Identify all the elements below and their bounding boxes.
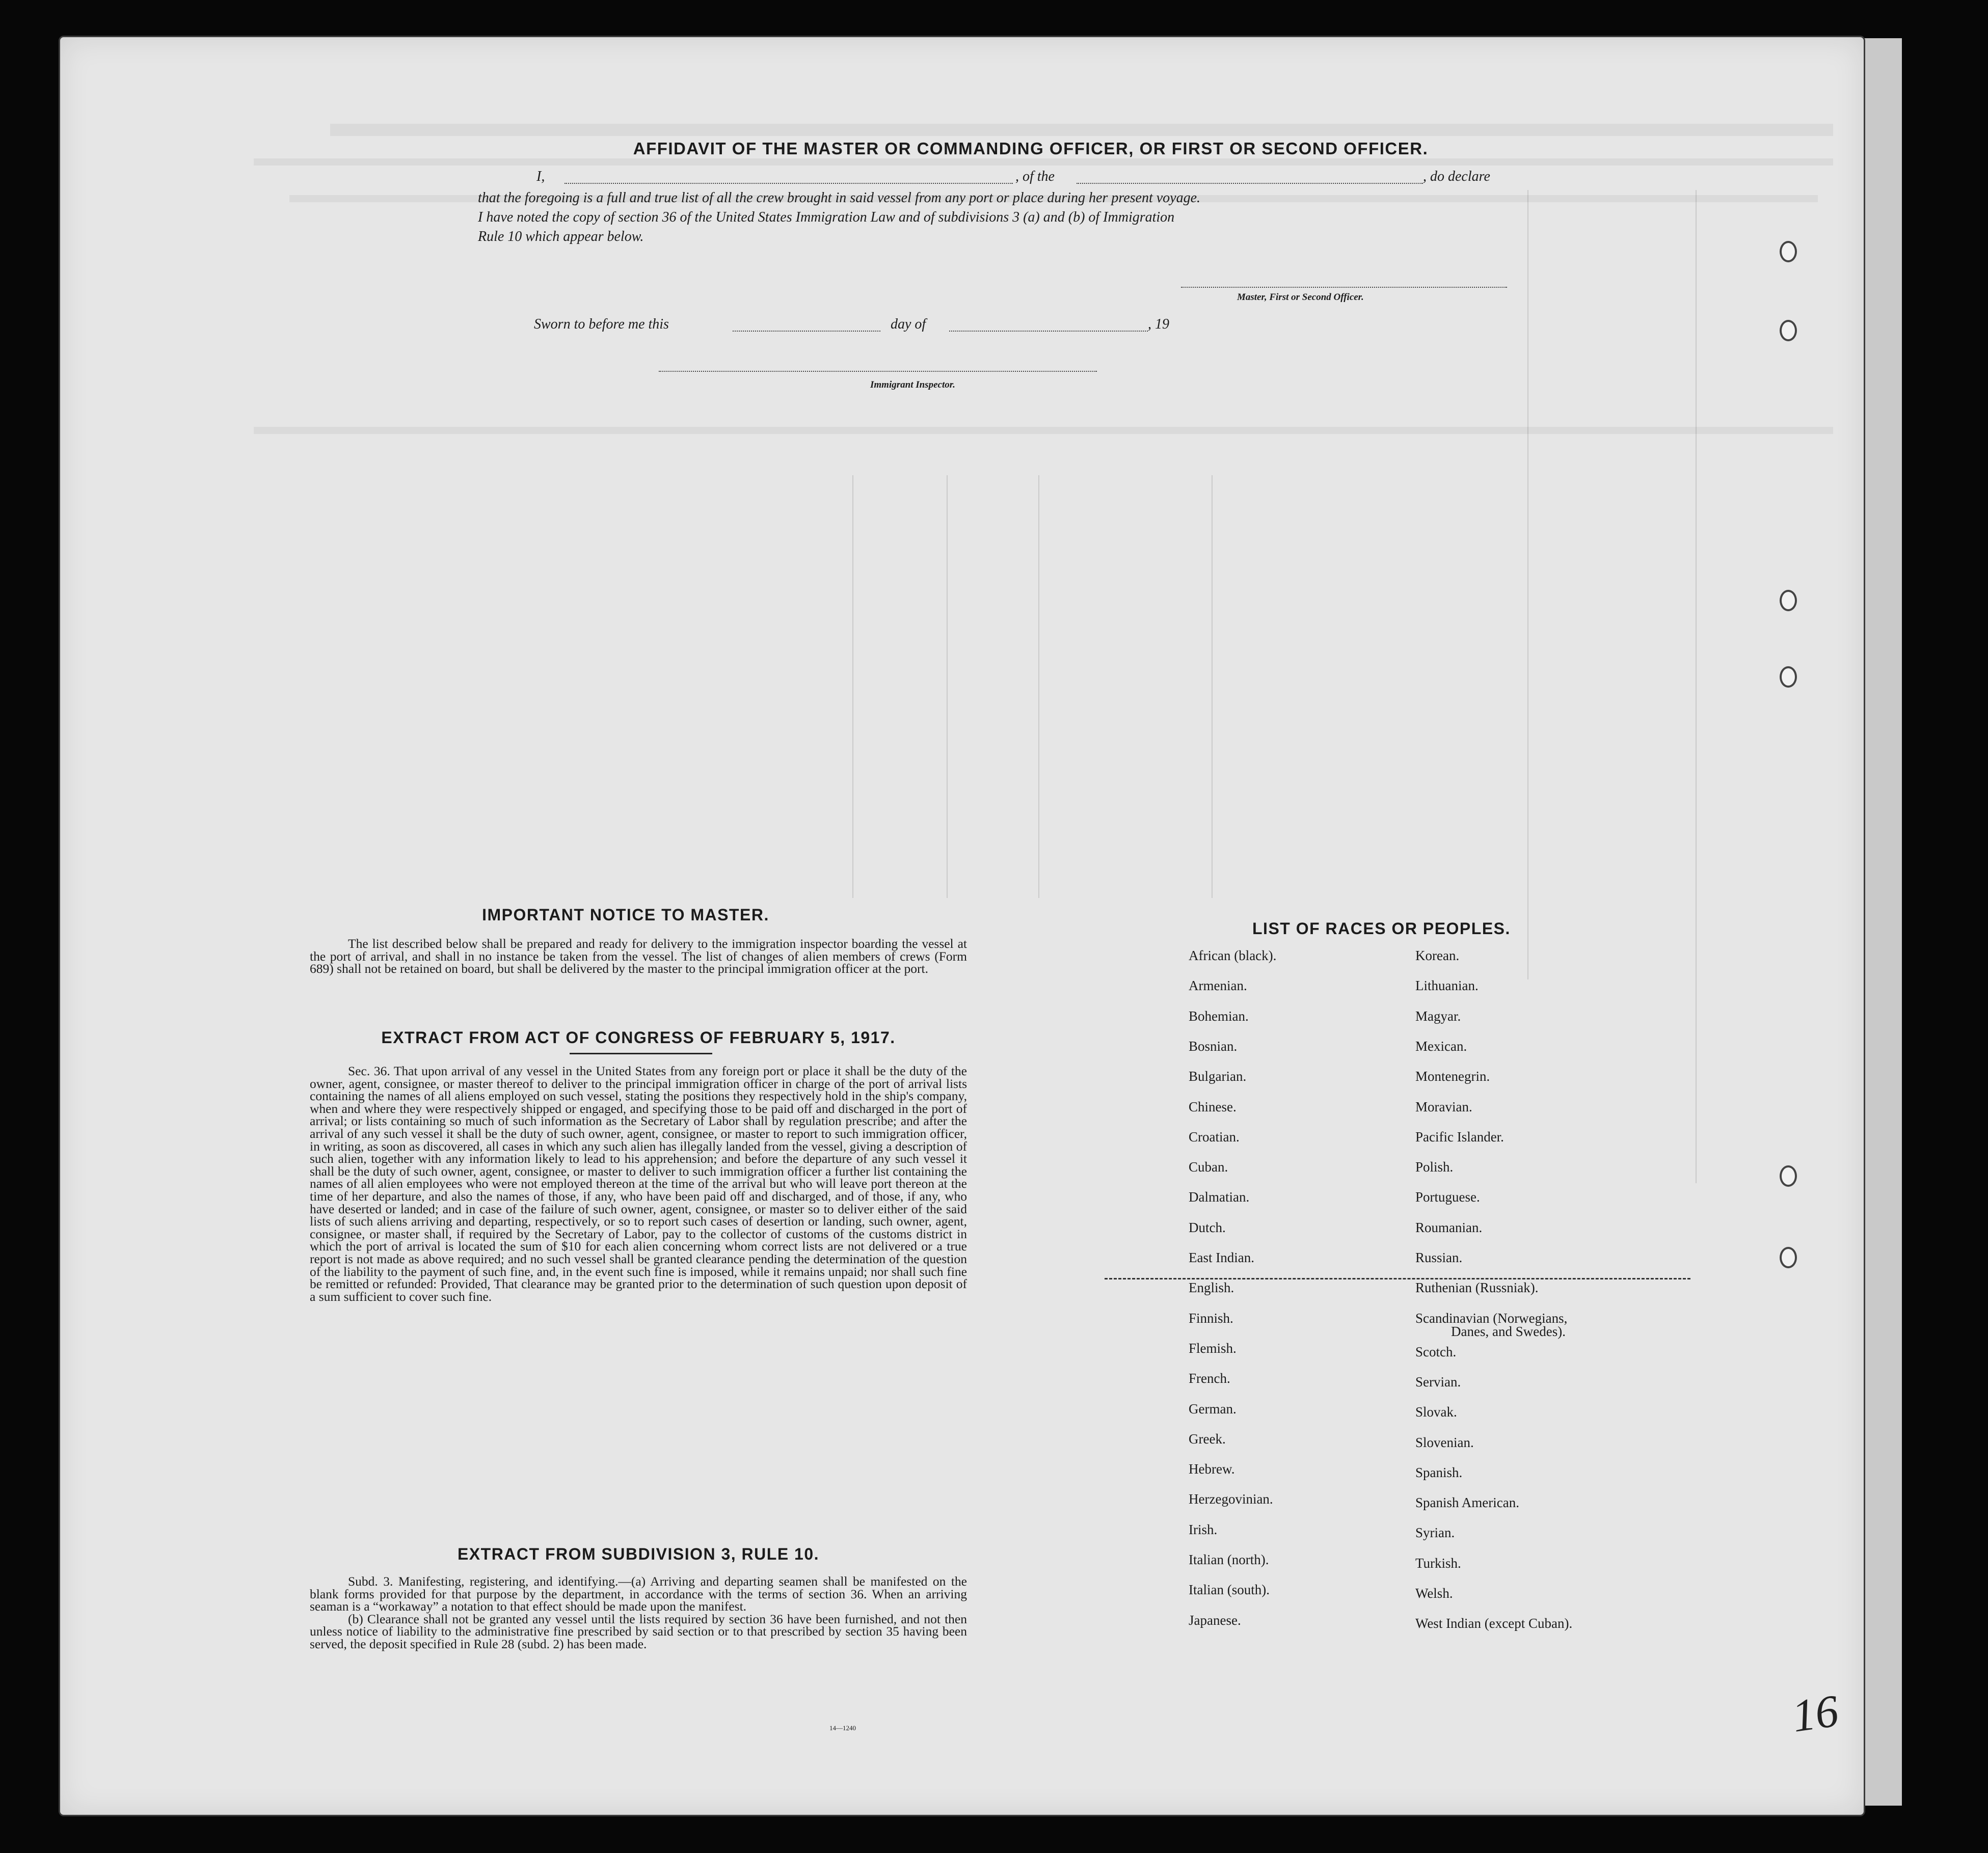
race-item: Portuguese. (1415, 1189, 1480, 1205)
form-number: 14—1240 (829, 1724, 856, 1732)
master-signature-line (1181, 287, 1507, 288)
race-item: Slovenian. (1415, 1434, 1474, 1450)
punch-hole (1780, 320, 1797, 341)
race-item: Ruthenian (Russniak). (1415, 1280, 1539, 1296)
race-item: Chinese. (1189, 1099, 1237, 1114)
race-item: German. (1189, 1401, 1237, 1416)
race-item: Bohemian. (1189, 1008, 1249, 1024)
bleed-through-column (1038, 475, 1039, 898)
punch-hole (1780, 241, 1797, 262)
race-item: Welsh. (1415, 1586, 1453, 1601)
race-item: East Indian. (1189, 1250, 1254, 1265)
race-item: French. (1189, 1371, 1230, 1386)
race-item: Pacific Islander. (1415, 1129, 1504, 1144)
year-text: , 19 (1148, 316, 1169, 332)
bleed-through-line (254, 427, 1833, 434)
race-item: Finnish. (1189, 1310, 1233, 1326)
race-item: Hebrew. (1189, 1461, 1235, 1477)
rule-title: EXTRACT FROM SUBDIVISION 3, RULE 10. (457, 1545, 820, 1563)
race-item: Irish. (1189, 1521, 1218, 1537)
race-item: Scandinavian (Norwegians, (1415, 1310, 1568, 1326)
inspector-signature-line (659, 371, 1097, 372)
race-item: Mexican. (1415, 1038, 1467, 1054)
rule-body (310, 1575, 967, 1651)
race-item: Scotch. (1415, 1344, 1457, 1359)
bleed-through-column (1696, 190, 1697, 1183)
punch-hole (1780, 1165, 1797, 1187)
race-item: Bulgarian. (1189, 1069, 1247, 1084)
manifest-sheet (59, 36, 1865, 1816)
race-item: Lithuanian. (1415, 978, 1479, 994)
sworn-text: Sworn to before me this (534, 316, 669, 332)
race-item: Danes, and Swedes). (1451, 1323, 1566, 1339)
subdivision-b-paragraph: (b) Clearance shall not be granted any vessel until the lists required by section 36 have been furnished, and not then unless notice of liability to the administrative fine prescribed by said section or to that prescribed by section 35 having been served, the deposit specified in Rule 28 (subd. 2) has been made. (310, 1611, 967, 1651)
day-blank-line (733, 331, 880, 332)
affidavit-line-2: that the foregoing is a full and true list of all the crew brought in said vessel from any port or place during her present voyage. (478, 190, 1201, 206)
race-item: Roumanian. (1415, 1219, 1483, 1235)
affidavit-title: AFFIDAVIT OF THE MASTER OR COMMANDING OFFICER, OR FIRST OR SECOND OFFICER. (633, 139, 1429, 158)
race-item: Italian (south). (1189, 1582, 1270, 1598)
affidavit-i: I, (536, 169, 545, 184)
race-item: Turkish. (1415, 1555, 1461, 1571)
race-item: Cuban. (1189, 1159, 1228, 1175)
race-item: Korean. (1415, 948, 1460, 963)
affidavit-do-declare: , do declare (1423, 169, 1490, 184)
race-item: Russian. (1415, 1250, 1463, 1265)
bleed-through-line (254, 158, 1833, 166)
inspector-label: Immigrant Inspector. (870, 379, 955, 390)
race-item: English. (1189, 1280, 1234, 1296)
race-item: Herzegovinian. (1189, 1491, 1273, 1507)
act-body (310, 1065, 967, 1303)
vessel-blank-line (1077, 183, 1423, 184)
section-36-paragraph: Sec. 36. That upon arrival of any vessel in the United States from any foreign port or place it shall be the duty of the owner, agent, consignee, or master thereof to deliver to the principal immigration officer in charge of the port of arrival lists containing the names of all aliens employed on such vessel, stating the positions they respectively hold in the ship's company, when and where they were respectively shipped or engaged, and specifying those to be paid off and discharged in the port of arrival; or lists containing so much of such information as the Secretary of Labor shall by regulation prescribe; and after the arrival of any such vessel it shall be the duty of such owner, agent, consignee, or master to report to such immigration officer, in writing, as soon as discovered, all cases in which any such alien has illegally landed from the vessel, giving a description of such alien, together with any information likely to lead to his apprehension; and before the departure of any such vessel it shall be the duty of such owner, agent, consignee, or master to deliver to such immigration officer a further list containing the names of all alien employees who were not employed thereon at the time of the arrival but who will leave port thereon at the time of her departure, and also the names of those, if any, who have been paid off and discharged, and of those, if any, who have deserted or landed; and in case of the failure of such owner, agent, consignee, or master so to deliver either of the said lists of such aliens arriving and departing, respectively, or so to report such cases of desertion or landing, such owner, agent, consignee, or master shall, if required by the Secretary of Labor, pay to the collector of customs of the customs district in which the port of arrival is located the sum of $10 for each alien concerning whom correct lists are not delivered or a true report is not made as above required; and no such vessel shall be granted clearance pending the determination of the question of the liability to the payment of such fine, and, in the event such fine is imposed, while it remains unpaid; nor shall such fine be remitted or refunded: Provided, That clearance may be granted prior to the determination of such question upon deposit of a sum sufficient to cover such fine. (310, 1064, 967, 1304)
month-blank-line (949, 331, 1148, 332)
race-item: Croatian. (1189, 1129, 1240, 1144)
race-item: Spanish. (1415, 1464, 1463, 1480)
affidavit-line-3: I have noted the copy of section 36 of the United States Immigration Law and of subdivisions 3 (a) and (b) of Immigration (478, 209, 1175, 225)
master-label: Master, First or Second Officer. (1237, 292, 1364, 303)
act-title-underline (570, 1053, 712, 1054)
affidavit-line-4: Rule 10 which appear below. (478, 229, 644, 244)
race-item: Greek. (1189, 1431, 1226, 1447)
races-title: LIST OF RACES OR PEOPLES. (1252, 919, 1511, 938)
race-item: Dutch. (1189, 1219, 1226, 1235)
race-item: Bosnian. (1189, 1038, 1238, 1054)
bleed-through-column (1527, 190, 1528, 979)
race-item: Dalmatian. (1189, 1189, 1250, 1205)
race-item: Montenegrin. (1415, 1069, 1490, 1084)
punch-hole (1780, 1247, 1797, 1268)
race-item: Spanish American. (1415, 1495, 1519, 1511)
race-item: Servian. (1415, 1374, 1461, 1389)
bleed-through-column (1212, 475, 1213, 898)
race-item: Magyar. (1415, 1008, 1461, 1024)
race-item: Italian (north). (1189, 1552, 1269, 1567)
affidavit-of-the: , of the (1015, 169, 1055, 184)
bleed-through-column (947, 475, 948, 898)
race-item: African (black). (1189, 948, 1277, 963)
race-item: Syrian. (1415, 1525, 1455, 1541)
notice-title: IMPORTANT NOTICE TO MASTER. (482, 906, 769, 924)
notice-paragraph: The list described below shall be prepared and ready for delivery to the immigration inspector boarding the vessel at the port of arrival, and shall in no instance be taken from the vessel. The list of changes of alien members of crews (Form 689) shall not be retained on board, but shall be delivered by the master to the principal immigration officer at the port. (310, 936, 967, 976)
strike-line (1105, 1278, 1690, 1279)
day-of-text: day of (891, 316, 926, 332)
bleed-through-column (852, 475, 853, 898)
race-item: Moravian. (1415, 1099, 1472, 1114)
race-item: Armenian. (1189, 978, 1247, 994)
race-item: West Indian (except Cuban). (1415, 1616, 1573, 1631)
name-blank-line (565, 183, 1013, 184)
race-item: Japanese. (1189, 1612, 1241, 1628)
race-item: Polish. (1415, 1159, 1454, 1175)
notice-body (310, 938, 967, 975)
race-item: Slovak. (1415, 1404, 1457, 1420)
race-item: Flemish. (1189, 1340, 1237, 1356)
punch-hole (1780, 666, 1797, 688)
punch-hole (1780, 590, 1797, 611)
act-title: EXTRACT FROM ACT OF CONGRESS OF FEBRUARY 5, 1917. (381, 1028, 896, 1047)
subdivision-a-paragraph: Subd. 3. Manifesting, registering, and identifying.—(a) Arriving and departing seamen shall be manifested on the blank forms provided for that purpose by the department, in accordance with the terms of section 36. When an arriving seaman is a “workaway” a notation to that effect should be made upon the manifest. (310, 1574, 967, 1614)
handwritten-page-number: 16 (1789, 1685, 1842, 1742)
bleed-through-heading (330, 124, 1833, 136)
